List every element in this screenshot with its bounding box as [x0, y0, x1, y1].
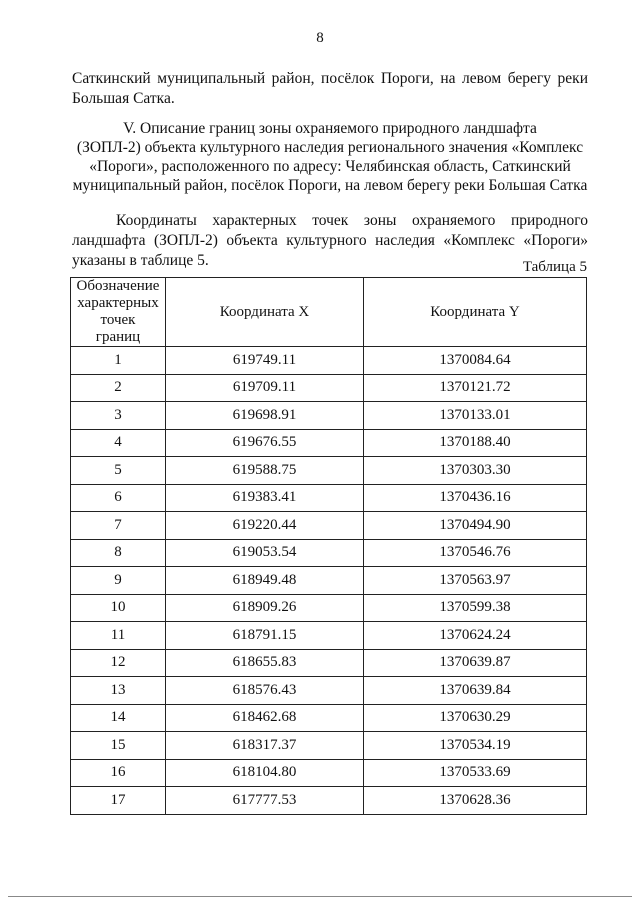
table-row [71, 457, 587, 485]
cell-point: 2 [71, 374, 166, 402]
cell-point: 12 [71, 649, 166, 677]
cell-x: 618791.15 [166, 622, 364, 650]
table-row [71, 732, 587, 760]
header-y: Координата Y [364, 278, 587, 347]
cell-x: 618949.48 [166, 567, 364, 595]
header-point-line: Обозначение [76, 278, 160, 294]
cell-y: 1370599.38 [364, 594, 587, 622]
cell-y: 1370084.64 [364, 347, 587, 375]
cell-y: 1370133.01 [364, 402, 587, 430]
cell-y: 1370639.84 [364, 677, 587, 705]
cell-y: 1370533.69 [364, 759, 587, 787]
cell-y: 1370121.72 [364, 374, 587, 402]
cell-point: 1 [71, 347, 166, 375]
cell-x: 619698.91 [166, 402, 364, 430]
cell-y: 1370494.90 [364, 512, 587, 540]
table-row [71, 402, 587, 430]
cell-point: 10 [71, 594, 166, 622]
cell-x: 618576.43 [166, 677, 364, 705]
cell-x: 618104.80 [166, 759, 364, 787]
cell-y: 1370628.36 [364, 787, 587, 815]
intro-line: Большая Сатка. [72, 90, 175, 107]
heading-line: (ЗОПЛ-2) объекта культурного наследия регионального значения «Комплекс [76, 139, 584, 156]
cell-x: 619709.11 [166, 374, 364, 402]
cell-point: 3 [71, 402, 166, 430]
table-row [71, 622, 587, 650]
cell-x: 618462.68 [166, 704, 364, 732]
header-point-line: границ [95, 329, 141, 345]
section-heading [60, 119, 600, 195]
cell-y: 1370436.16 [364, 484, 587, 512]
cell-y: 1370303.30 [364, 457, 587, 485]
page-bottom-rule [8, 896, 632, 897]
description-line: ландшафта (ЗОПЛ-2) объекта культурного наследия «Комплекс «Пороги» [72, 232, 588, 249]
cell-point: 15 [71, 732, 166, 760]
intro-line: Саткинский муниципальный район, посёлок Пороги, на левом берегу реки [72, 70, 588, 87]
header-point-line: характерных [77, 295, 159, 311]
cell-x: 618909.26 [166, 594, 364, 622]
cell-y: 1370534.19 [364, 732, 587, 760]
cell-y: 1370624.24 [364, 622, 587, 650]
table-row [71, 677, 587, 705]
table-row [71, 429, 587, 457]
cell-y: 1370546.76 [364, 539, 587, 567]
cell-point: 5 [71, 457, 166, 485]
cell-y: 1370563.97 [364, 567, 587, 595]
table-row [71, 374, 587, 402]
table-row [71, 567, 587, 595]
cell-y: 1370630.29 [364, 704, 587, 732]
cell-x: 618655.83 [166, 649, 364, 677]
cell-y: 1370639.87 [364, 649, 587, 677]
cell-x: 619676.55 [166, 429, 364, 457]
cell-point: 9 [71, 567, 166, 595]
table-row [71, 347, 587, 375]
table-row [71, 649, 587, 677]
cell-point: 11 [71, 622, 166, 650]
cell-x: 619383.41 [166, 484, 364, 512]
header-point [71, 278, 166, 347]
cell-x: 619220.44 [166, 512, 364, 540]
cell-point: 14 [71, 704, 166, 732]
coordinates-table [70, 277, 587, 815]
table-row [71, 759, 587, 787]
cell-y: 1370188.40 [364, 429, 587, 457]
description-line: Координаты характерных точек зоны охраняемого природного [116, 212, 588, 229]
cell-point: 17 [71, 787, 166, 815]
header-x: Координата X [166, 278, 364, 347]
cell-point: 13 [71, 677, 166, 705]
header-point-line: точек [100, 312, 136, 328]
cell-x: 619749.11 [166, 347, 364, 375]
table-row [71, 484, 587, 512]
cell-point: 8 [71, 539, 166, 567]
table-header-row [71, 278, 587, 347]
heading-line: «Пороги», расположенного по адресу: Челябинская область, Саткинский [89, 158, 571, 175]
intro-paragraph [72, 69, 588, 109]
description-paragraph [72, 211, 588, 271]
heading-line: V. Описание границ зоны охраняемого природного ландшафта [123, 120, 537, 137]
cell-x: 619588.75 [166, 457, 364, 485]
cell-x: 619053.54 [166, 539, 364, 567]
table-row [71, 787, 587, 815]
table-row [71, 539, 587, 567]
table-row [71, 512, 587, 540]
page-number: 8 [316, 30, 324, 46]
cell-point: 7 [71, 512, 166, 540]
description-line: указаны в таблице 5. [72, 252, 209, 269]
table-row [71, 594, 587, 622]
cell-point: 16 [71, 759, 166, 787]
cell-x: 617777.53 [166, 787, 364, 815]
cell-point: 4 [71, 429, 166, 457]
table-row [71, 704, 587, 732]
heading-line: муниципальный район, посёлок Пороги, на левом берегу реки Большая Сатка [72, 177, 588, 194]
table-caption: Таблица 5 [522, 259, 587, 275]
cell-x: 618317.37 [166, 732, 364, 760]
cell-point: 6 [71, 484, 166, 512]
